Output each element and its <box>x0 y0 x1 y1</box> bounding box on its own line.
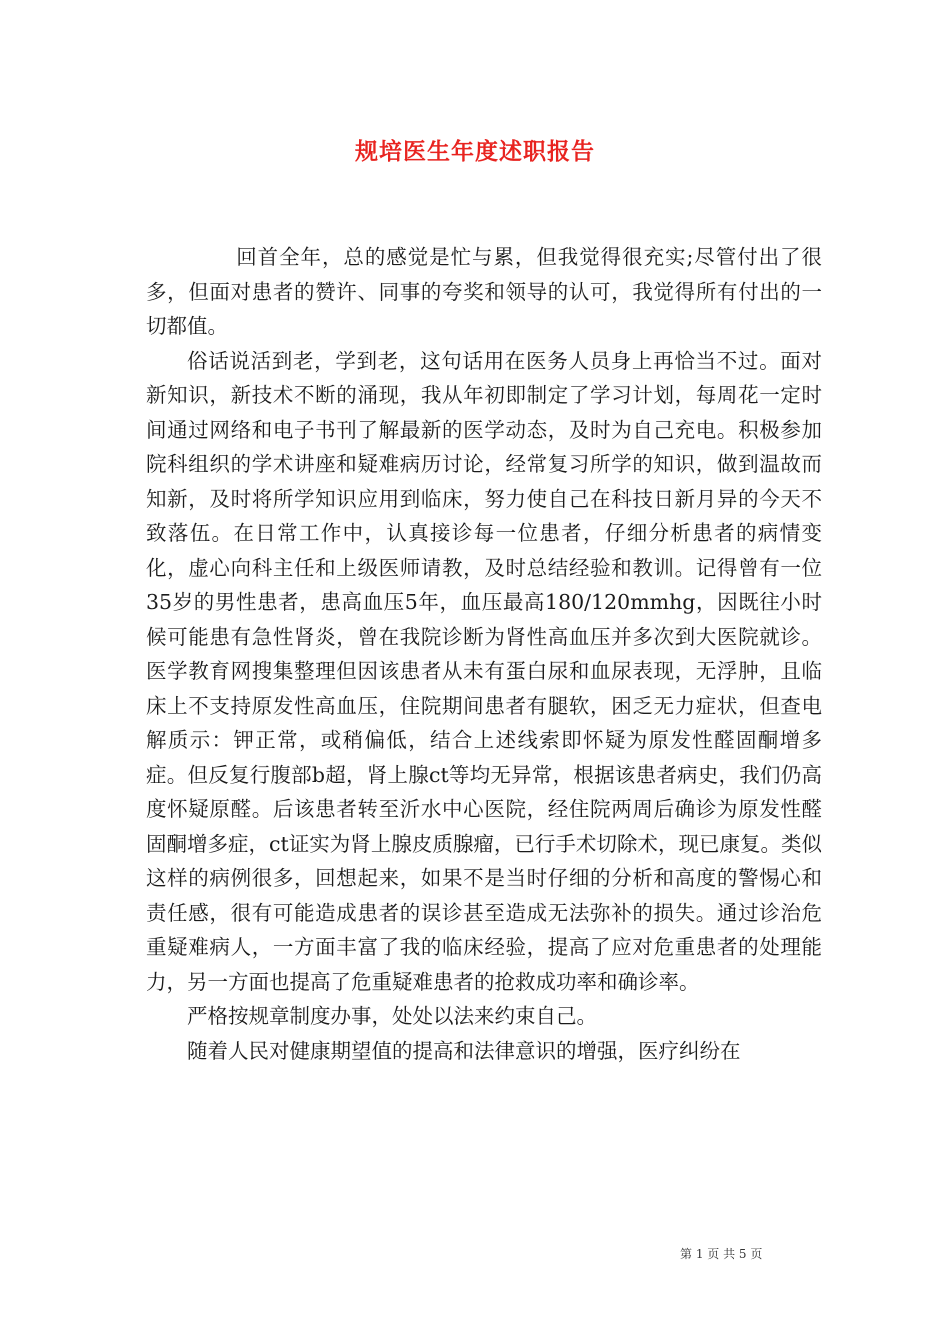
paragraph-intro: 回首全年，总的感觉是忙与累，但我觉得很充实;尽管付出了很多，但面对患者的赞许、同事的夸奖和领导的认可，我觉得所有付出的一切都值。 <box>146 245 822 338</box>
paragraph-learning: 俗话说活到老，学到老，这句话用在医务人员身上再恰当不过。面对新知识，新技术不断的涌现，我从年初即制定了学习计划，每周花一定时间通过网络和电子书刊了解最新的医学动态，及时为自己充电。积极参加院科组织的学术讲座和疑难病历讨论，经常复习所学的知识，做到温故而知新，及时将所学知识应用到临床，努力使自己在科技日新月异的今天不致落伍。在日常工作中，认真接诊每一位患者，仔细分析患者的病情变化，虚心向科主任和上级医师请教，及时总结经验和教训。记得曾有一位35岁的男性患者，患高血压5年，血压最高180/120mmhg，因既往小时候可能患有急性肾炎，曾在我院诊断为肾性高血压并多次到大医院就诊。医学教育网搜集整理但因该患者从未有蛋白尿和血尿表现，无浮肿，且临床上不支持原发性高血压，住院期间患者有腿软，困乏无力症状，但查电解质示：钾正常，或稍偏低，结合上述线索即怀疑为原发性醛固酮增多症。但反复行腹部b超，肾上腺ct等均无异常，根据该患者病史，我们仍高度怀疑原醛。后该患者转至沂水中心医院，经住院两周后确诊为原发性醛固酮增多症，ct证实为肾上腺皮质腺瘤，已行手术切除术，现已康复。类似这样的病例很多，回想起来，如果不是当时仔细的分析和高度的警惕心和责任感，很有可能造成患者的误诊甚至造成无法弥补的损失。通过诊治危重疑难病人，一方面丰富了我的临床经验，提高了应对危重患者的处理能力，另一方面也提高了危重疑难患者的抢救成功率和确诊率。 <box>146 348 822 994</box>
page-number: 第 1 页 共 5 页 <box>680 1247 763 1261</box>
paragraph-disputes: 随着人民对健康期望值的提高和法律意识的增强，医疗纠纷在 <box>187 1038 741 1063</box>
document-title: 规培医生年度述职报告 <box>355 138 595 165</box>
document-body <box>146 240 822 1068</box>
paragraph-rules: 严格按规章制度办事，处处以法来约束自己。 <box>187 1004 597 1028</box>
